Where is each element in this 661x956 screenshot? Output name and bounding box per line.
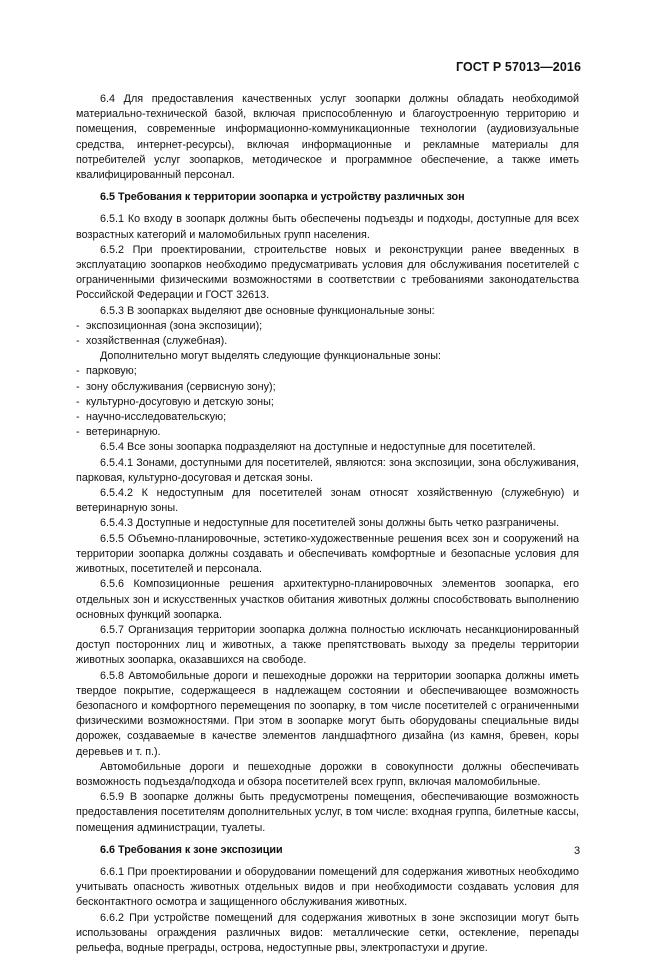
list-item-text: хозяйственная (служебная). (86, 335, 228, 348)
paragraph-6-6-2: 6.6.2 При устройстве помещений для содержания животных в зоне экспозиции могут быть использованы ограждения различных видов: металлические сетки, остекление, перепады рельефа, водные преграды, острова, недоступные рвы, электропастухи и другие. (76, 911, 579, 954)
paragraph-6-5-3: 6.5.3 В зоопарках выделяют две основные функциональные зоны: (100, 304, 435, 317)
paragraph-6-5-4-1: 6.5.4.1 Зонами, доступными для посетителей, являются: зона экспозиции, зона обслуживания, парковая, культурно-досуговая и детская зоны. (76, 456, 579, 484)
list-item-text: парковую; (86, 365, 137, 378)
paragraph-6-5-7: 6.5.7 Организация территории зоопарка должна полностью исключать несанкционированный доступ посторонних лиц и животных, а также препятствовать выходу за пределы территории животных зоопарка, оказавшихся на свободе. (76, 623, 579, 667)
list-item (76, 334, 579, 349)
list-dash: - (76, 365, 80, 378)
list-item-text: зону обслуживания (сервисную зону); (86, 380, 276, 393)
list-item (76, 319, 579, 334)
list-item (76, 395, 579, 410)
paragraph-6-5-2: 6.5.2 При проектировании, строительстве новых и реконструкции ранее введенных в эксплуатацию зоопарков необходимо предусматривать условия для обслуживания посетителей с ограниченными физическими возможностями в соответствии с требованиями законодательства Российской Федерации и ГОСТ 32613. (76, 243, 579, 302)
paragraph-6-5-1: 6.5.1 Ко входу в зоопарк должны быть обеспечены подъезды и подходы, доступные для всех возрастных категорий и маломобильных групп населения. (76, 213, 579, 241)
list-item-text: научно-исследовательскую; (86, 411, 227, 424)
paragraph-6-5-8-continued: Автомобильные дороги и пешеходные дорожки в совокупности должны обеспечивать возможность подъезда/подхода и обзора посетителей всех групп, включая маломобильные. (76, 760, 579, 788)
document-code-header: ГОСТ Р 57013—2016 (455, 60, 581, 74)
list-dash: - (76, 395, 80, 408)
paragraph-6-5-3-additional: Дополнительно могут выделять следующие функциональные зоны: (100, 350, 441, 363)
list-dash: - (76, 380, 80, 393)
main-zones-list (76, 319, 579, 349)
list-item (76, 380, 579, 395)
paragraph-6-4: 6.4 Для предоставления качественных услуг зоопарки должны обладать необходимой материально-технической базой, включая приспособленную и благоустроенную территорию и помещения, современные информационно-коммуникационные технологии (аудиовизуальные средства, интернет-ресурсы), включая информационные и рекламные материалы для потребителей услуг зоопарков, методическое и программное обеспечение, а также иметь квалифицированный персонал. (76, 93, 579, 182)
paragraph-6-5-5: 6.5.5 Объемно-планировочные, эстетико-художественные решения всех зон и сооружений на территории зоопарка должны создавать и обеспечивать комфортные и безопасные условия для животных, посетителей и персонала. (76, 532, 579, 576)
extra-zones-list (76, 364, 579, 440)
paragraph-6-5-4-3: 6.5.4.3 Доступные и недоступные для посетителей зоны должны быть четко разграничены. (100, 517, 560, 530)
list-dash: - (76, 411, 80, 424)
list-item-text: экспозиционная (зона экспозиции); (86, 319, 263, 332)
paragraph-6-5-9: 6.5.9 В зоопарке должны быть предусмотрены помещения, обеспечивающие возможность предоставления посетителям дополнительных услуг, в том числе: входная группа, билетные кассы, помещения администрации, туалеты. (76, 791, 579, 834)
paragraph-6-5-8: 6.5.8 Автомобильные дороги и пешеходные дорожки на территории зоопарка должны иметь твердое покрытие, содержащееся в надлежащем состоянии и обеспечивающее возможность безопасного и комфортного перемещения по зоопарку, в том числе посетителей с ограниченными физическими возможностями. При этом в зоопарке могут быть оборудованы специальные виды дорожек, создаваемые в качестве элементов ландшафтного дизайна (из камня, бревен, коры деревьев и т. п.). (76, 669, 579, 758)
list-dash: - (76, 335, 80, 348)
document-body (76, 92, 579, 956)
list-item-text: ветеринарную. (86, 426, 161, 439)
paragraph-6-5-4: 6.5.4 Все зоны зоопарка подразделяют на доступные и недоступные для посетителей. (100, 441, 536, 454)
page-number: 3 (574, 845, 581, 857)
list-item (76, 410, 579, 425)
list-item (76, 425, 579, 440)
section-heading-6-6: 6.6 Требования к зоне экспозиции (100, 843, 283, 856)
paragraph-6-5-4-2: 6.5.4.2 К недоступным для посетителей зонам относят хозяйственную (служебную) и ветеринарную зоны. (76, 487, 579, 515)
paragraph-6-6-1: 6.6.1 При проектировании и оборудовании помещений для содержания животных необходимо учитывать опасность животных отдельных видов и при необходимости создавать условия для бесконтактного осмотра и защищенного обслуживания животных. (76, 865, 579, 909)
list-item (76, 364, 579, 379)
list-item-text: культурно-досуговую и детскую зоны; (86, 395, 274, 408)
list-dash: - (76, 426, 80, 439)
section-heading-6-5: 6.5 Требования к территории зоопарка и устройству различных зон (100, 191, 465, 204)
paragraph-6-5-6: 6.5.6 Композиционные решения архитектурно-планировочных элементов зоопарка, его отдельных зон и искусственных участков обитания животных должны способствовать выполнению основных функций зоопарка. (76, 578, 579, 621)
list-dash: - (76, 319, 80, 332)
